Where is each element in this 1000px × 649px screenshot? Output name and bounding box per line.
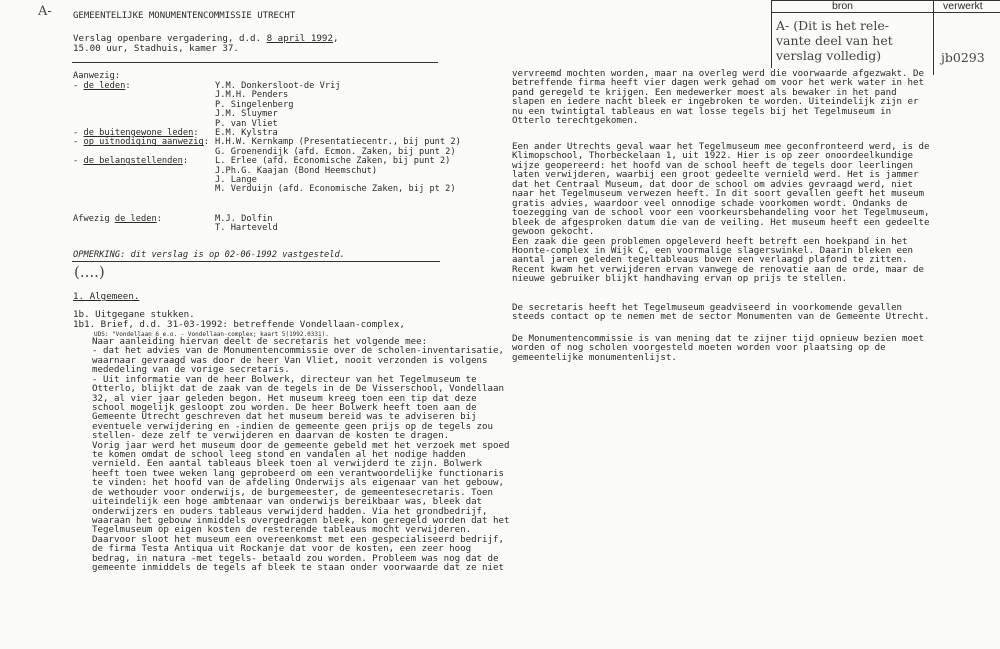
body-line: vervreemd mochten worden, maar na overleg werd die voorwaarde afgezwakt. De (512, 69, 925, 79)
body-line: slapen en iedere nacht bleek er ingebroken te worden. Uiteindelijk zijn er (512, 97, 919, 108)
body-line: nu een twintigtal tableaus en wat losse tegels bij het Tegelmuseum in (512, 106, 892, 117)
body-line: Recent kwam het verwijderen ervan vanwege de renovatie aan de orde, maar de (512, 264, 925, 275)
body-line: - dat het advies van de Monumentencommissie over de scholen-inventarisatie, (92, 346, 505, 357)
body-line: de wethouder voor onderwijs, de burgemeester, de gemeentesecretaris. Toen (92, 487, 494, 498)
verwerkt-label: verwerkt (943, 0, 983, 12)
belangstellenden-label: de belangstellenden (83, 156, 183, 167)
body-line: betreffende firma heeft vier dagen werk gehad om voor het werk water in het (512, 78, 925, 89)
opmerking-rule (72, 261, 440, 262)
right-paragraph-2 (512, 143, 930, 285)
verwerkt-code: jb0293 (941, 50, 985, 65)
body-line: bleek de afgesproken datum die van de veiling. Het museum heeft een gedeelte (512, 217, 930, 228)
stamp-header-rule (771, 12, 1000, 13)
body-line: Otterlo terechtgekomen. (512, 116, 639, 127)
leden-member: P. van Vliet (215, 118, 278, 129)
body-line: toezegging van de school voor een voorkeursbehandeling voor het Tegelmuseum, (512, 208, 930, 219)
leden-member: Y.M. Donkersloot-de Vrij (215, 81, 341, 91)
buitengewone-label: de buitengewone leden (83, 128, 194, 139)
body-line: gemeente inmiddels de tegels af bleek te staan onder voorwaarde dat ze niet (92, 563, 505, 574)
body-line: worden of nog scholen voorgesteld moeten worden voor plaatsing op de (512, 343, 886, 354)
stamp-mid-rule (933, 0, 934, 75)
body-line: stellen- deze zelf te verwijderen en daarvan de kosten te dragen. (92, 431, 450, 442)
right-paragraph-1 (512, 70, 924, 127)
body-line: waarnaar gevraagd was door de heer Van Vliet, nooit verzonden is volgens (92, 355, 488, 366)
body-line: Tegelmuseum op eigen kosten de resterende tableaus mocht verwijderen. (92, 525, 472, 536)
body-line: Een ander Utrechts geval waar het Tegelmuseum mee geconfronteerd werd, is de (512, 142, 930, 152)
org-heading: GEMEENTELIJKE MONUMENTENCOMMISSIE UTRECHT (73, 11, 296, 21)
body-line: te vinden: het hoofd van de afdeling Onderwijs als eigenaar van het gebouw, (92, 478, 505, 489)
subsection-brief: 1b1. Brief, d.d. 31-03-1992: betreffende Vondellaan-complex, (73, 319, 405, 330)
body-line: uiteindelijk een hoge ambtenaar van onderwijs bereikbaar was, bleek dat (92, 497, 483, 508)
leden-member: E.M. Kylstra (215, 128, 278, 139)
meeting-time-place: 15.00 uur, Stadhuis, kamer 37. (73, 43, 239, 54)
body-line: laten verwijderen, waarbij een groot gedeelte vernield werd. Het is jammer (512, 170, 919, 181)
absent-block: Afwezig de leden: M.J. Dolfin T. Harteveld (73, 214, 278, 234)
right-paragraph-3 (512, 304, 930, 323)
body-line: naar het Tegelmuseum verwezen heeft. In dit soort gevallen geeft het museum (512, 189, 925, 200)
body-line: gewoon gekocht. (512, 227, 595, 238)
body-line: De secretaris heeft het Tegelmuseum geadviseerd in voorkomende gevallen (512, 303, 903, 313)
header-rule (72, 62, 438, 63)
absent-person: T. Harteveld (215, 223, 278, 234)
body-line: Naar aanleiding hiervan deelt de secretaris het volgende mee: (92, 337, 428, 347)
leden-member: P. Singelenberg (215, 99, 294, 110)
body-line: mededeling van de vorige secretaris. (92, 365, 290, 376)
interested-person: L. Erlee (afd. Economische Zaken, bij punt 2) (215, 156, 451, 167)
invited-person: H.H.W. Kernkamp (Presentatiecentr., bij punt 2) (215, 137, 461, 148)
meeting-date-line (73, 34, 339, 43)
leden-member: J.M. Sluymer (215, 109, 278, 120)
body-line: Vorig jaar werd het museum door de gemeente gebeld met het verzoek met spoed (92, 440, 510, 451)
body-line: Hoonte-complex in Wijk C, een voormalige slagerswinkel. Daarin bleken een (512, 245, 914, 256)
body-line: vernield. Een aantal tableaus bleek toen al verwijderd te zijn. Bolwerk (92, 459, 483, 470)
body-line: - Uit informatie van de heer Bolwerk, directeur van het Tegelmuseum te (92, 374, 477, 385)
body-line: Een zaak die geen problemen opgeleverd heeft betreft een hoekpand in het (512, 236, 908, 247)
attendance-title: Aanwezig: (73, 71, 121, 81)
body-line: wijze geopereerd: het hoofd van de school heeft de tegels door leerlingen (512, 160, 914, 171)
body-line: steeds contact op te nemen met de sector Monumenten van de Gemeente Utrecht. (512, 312, 930, 323)
body-line: school mogelijk gesloopt zou worden. De heer Bolwerk heeft toen aan de (92, 402, 477, 413)
section-algemeen: 1. Algemeen. (73, 291, 140, 302)
verslag-suffix: , (333, 33, 339, 44)
corner-mark: A- (38, 4, 52, 19)
body-line: Gemeente Utrecht geschreven dat het museum bereid was te adviseren bij (92, 412, 477, 423)
interested-person: J.Ph.G. Kaajan (Bond Heemschut) (215, 165, 378, 176)
body-line: eventuele verwijdering en -indien de gemeente geen prijs op de tegels zou (92, 421, 494, 432)
bron-note-line-3: verslag volledig) (776, 48, 882, 63)
afwezig-label: de leden (114, 214, 157, 224)
body-line: bedrag, in natura -met tegels- betaald zou worden. Probleem was nog dat de (92, 553, 499, 564)
subsection-uitgegane-stukken: 1b. Uitgegane stukken. (73, 309, 195, 320)
stamp-left-rule (771, 0, 772, 68)
uds-reference: UDS: "Vondellaan 6 e.o. - Vondellaan-complex; kaart 5(1992.0331). (94, 331, 329, 338)
opmerking-note: OPMERKING: dit verslag is op 02-06-1992 vastgesteld. (73, 250, 345, 260)
body-line: te komen omdat de school leeg stond en vandalen al het nodige hadden (92, 450, 466, 461)
body-line: waaraan het gebouw inmiddels overgedragen bleek, kon geregeld worden dat het (92, 516, 510, 527)
interested-person: M. Verduijn (afd. Economische Zaken, bij pt 2) (215, 184, 456, 195)
body-line: gemeentelijke monumentenlijst. (512, 352, 677, 363)
uitnodiging-label: op uitnodiging aanwezig (83, 137, 204, 148)
body-line: Daarvoor sloot het museum een overeenkomst met een gespecialiseerd bedrijf, (92, 534, 505, 545)
body-line: onderwijzers en ouders tableaus verwijderd hadden. Via het grondbedrijf, (92, 506, 488, 517)
bron-note-line-1: A- (Dit is het rele- (776, 18, 889, 33)
bron-label: bron (832, 0, 854, 12)
body-line: De Monumentencommissie is van mening dat te zijner tijd opnieuw bezien moet (512, 334, 925, 344)
leden-label: de leden (83, 81, 126, 91)
body-line: 32, al vier jaar geleden begon. Het museum kreeg toen een tip dat deze (92, 393, 477, 404)
afwezig-prefix: Afwezig (73, 214, 115, 224)
verslag-prefix: Verslag openbare vergadering, d.d. (73, 33, 267, 44)
absent-person: M.J. Dolfin (215, 214, 273, 224)
body-line: gratis advies, waardoor veel onnodige schade voorkomen wordt. Ondanks de (512, 198, 908, 209)
leden-member: J.M.H. Penders (215, 90, 289, 101)
body-line: dat het Centraal Museum, dat door de school om advies gevraagd werd, niet (512, 179, 914, 190)
invited-person: G. Groenendijk (afd. Ecmon. Zaken, bij punt 2) (215, 146, 456, 157)
interested-person: J. Lange (215, 175, 257, 186)
body-line: heeft toen twee weken lang geprobeerd om een verantwoordelijke functionaris (92, 468, 505, 479)
left-body-text (92, 338, 510, 574)
ellipsis-mark: (....) (74, 263, 105, 281)
body-line: Klimopschool, Thorbeckelaan 1, uit 1922. Hier is op zeer onoordeelkundige (512, 151, 914, 162)
attendance-block: - de leden: Y.M. Donkersloot-de Vrij J.M.H. Penders P. Singelenberg J.M. Sluymer P. van Vliet - de buitengewone leden: E.M. Kylstra - op uitnodiging aanwezig: H.H.W. Kernkamp (Presentatiecentr., bij punt 2) G. Groenendijk (afd. Ecmon. Zaken, bij punt 2) - de belangstellenden: L. Erlee (afd. Economische Zaken, bij punt 2) J.Ph.G. Kaajan (Bond Heemschut) J. Lange M. Verduijn (afd. Economische Zaken, bij pt 2) (73, 81, 461, 195)
body-line: pand geregeld te krijgen. Een medewerker moest als bewaker in het pand (512, 87, 897, 98)
body-line: nieuwe gebruiker blijkt handhaving ervan op prijs te stellen. (512, 274, 848, 285)
bron-note-line-2: vante deel van het (776, 33, 893, 48)
body-line: de firma Testa Antiqua uit Rockanje dat voor de kosten, een zeer hoog (92, 544, 472, 555)
body-line: aantal jaren geleden tegeltableaus boven een verlaagd plafond te zitten. (512, 255, 908, 266)
body-line: Otterlo, blijkt dat de zaak van de tegels in de De Visserschool, Vondellaan (92, 384, 505, 395)
meeting-date: 8 april 1992 (266, 33, 333, 44)
right-paragraph-4 (512, 335, 924, 363)
